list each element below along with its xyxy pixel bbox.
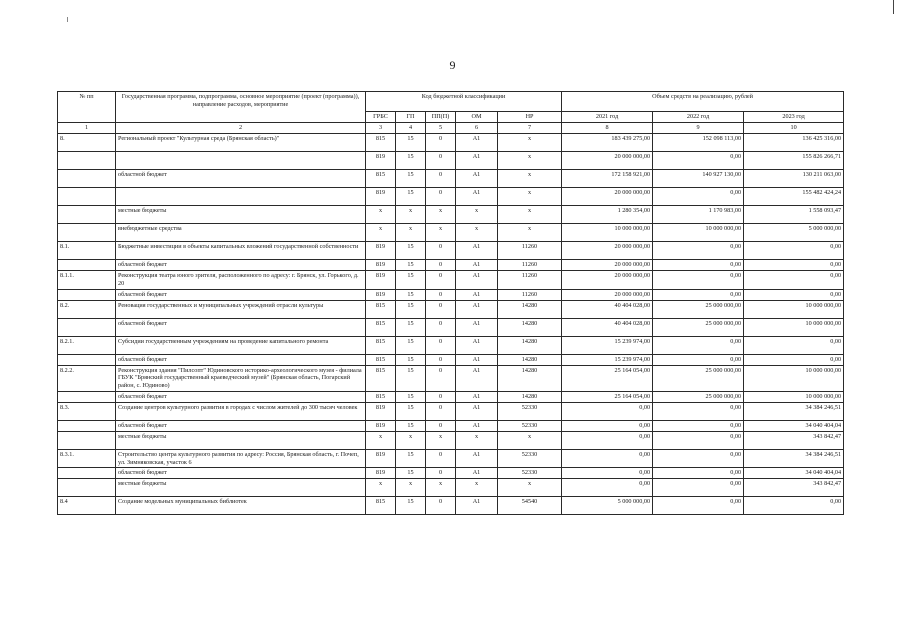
cell-gp: 15 — [396, 365, 426, 391]
row-num — [58, 318, 116, 336]
cell-om: A1 — [456, 188, 498, 206]
column-number: 1 — [58, 123, 116, 134]
cell-gp: 15 — [396, 271, 426, 290]
row-num: 8.2. — [58, 300, 116, 318]
cell-2023: 34 040 404,04 — [744, 468, 844, 479]
budget-table — [57, 91, 844, 515]
table-row — [58, 260, 844, 271]
cell-gp: 15 — [396, 318, 426, 336]
cell-grbs: 815 — [366, 318, 396, 336]
cell-nr: x — [498, 206, 562, 224]
cell-2021: 172 158 921,00 — [562, 170, 653, 188]
table-row — [58, 336, 844, 354]
cell-pp: 0 — [426, 497, 456, 515]
table-row — [58, 289, 844, 300]
cell-om: A1 — [456, 420, 498, 431]
cell-pp: 0 — [426, 242, 456, 260]
cell-2023: 130 211 063,00 — [744, 170, 844, 188]
cell-2021: 25 164 054,00 — [562, 391, 653, 402]
row-num: 8. — [58, 134, 116, 152]
cell-2023: 1 558 093,47 — [744, 206, 844, 224]
cell-nr: 14280 — [498, 300, 562, 318]
cell-grbs: 815 — [366, 300, 396, 318]
cell-grbs: 815 — [366, 336, 396, 354]
row-name: областной бюджет — [116, 260, 366, 271]
cell-2022: 0,00 — [653, 289, 744, 300]
cell-2022: 0,00 — [653, 420, 744, 431]
cell-gp: x — [396, 431, 426, 449]
cell-2022: 0,00 — [653, 242, 744, 260]
cell-2021: 10 000 000,00 — [562, 224, 653, 242]
row-name: областной бюджет — [116, 420, 366, 431]
cell-gp: 15 — [396, 497, 426, 515]
cell-grbs: 819 — [366, 402, 396, 420]
cell-2021: 0,00 — [562, 402, 653, 420]
cell-nr: x — [498, 152, 562, 170]
row-num — [58, 152, 116, 170]
cell-2023: 34 384 246,51 — [744, 449, 844, 468]
cell-nr: x — [498, 188, 562, 206]
table-row — [58, 497, 844, 515]
cell-2022: 25 000 000,00 — [653, 318, 744, 336]
cell-2021: 20 000 000,00 — [562, 289, 653, 300]
cell-pp: 0 — [426, 152, 456, 170]
cell-om: A1 — [456, 354, 498, 365]
cell-om: A1 — [456, 365, 498, 391]
table-row — [58, 152, 844, 170]
cell-2021: 20 000 000,00 — [562, 188, 653, 206]
cell-om: x — [456, 206, 498, 224]
row-name: областной бюджет — [116, 468, 366, 479]
cell-pp: 0 — [426, 170, 456, 188]
cell-pp: 0 — [426, 354, 456, 365]
column-number: 5 — [426, 123, 456, 134]
cell-grbs: 819 — [366, 468, 396, 479]
row-num — [58, 479, 116, 497]
table-row — [58, 479, 844, 497]
cell-2022: 0,00 — [653, 271, 744, 290]
cell-nr: 11260 — [498, 271, 562, 290]
row-num: 8.3.1. — [58, 449, 116, 468]
table-row — [58, 300, 844, 318]
cell-2023: 0,00 — [744, 242, 844, 260]
cell-grbs: 819 — [366, 420, 396, 431]
cell-2023: 0,00 — [744, 260, 844, 271]
cell-2023: 34 040 404,04 — [744, 420, 844, 431]
cell-grbs: x — [366, 206, 396, 224]
row-num: 8.4 — [58, 497, 116, 515]
row-num — [58, 188, 116, 206]
cell-om: A1 — [456, 289, 498, 300]
row-num — [58, 289, 116, 300]
cell-om: A1 — [456, 242, 498, 260]
row-name: Реновация государственных и муниципальных учреждений отрасли культуры — [116, 300, 366, 318]
cell-nr: 52330 — [498, 402, 562, 420]
cell-2022: 0,00 — [653, 152, 744, 170]
cell-2023: 155 482 424,24 — [744, 188, 844, 206]
cell-2022: 0,00 — [653, 431, 744, 449]
cell-om: A1 — [456, 300, 498, 318]
cell-2022: 0,00 — [653, 336, 744, 354]
page-number: 9 — [449, 58, 456, 72]
table-row — [58, 449, 844, 468]
cell-nr: 11260 — [498, 260, 562, 271]
cell-om: A1 — [456, 134, 498, 152]
cell-nr: x — [498, 479, 562, 497]
cell-gp: 15 — [396, 336, 426, 354]
cell-grbs: 815 — [366, 170, 396, 188]
cell-2023: 10 000 000,00 — [744, 300, 844, 318]
row-num — [58, 431, 116, 449]
column-number: 9 — [653, 123, 744, 134]
cell-2022: 0,00 — [653, 354, 744, 365]
row-num — [58, 260, 116, 271]
row-name: Реконструкция здания "Пилсопт" Юдиновского историко-археологического музея - филиала ГБУК "Брянский государственный краеведческий музей" (Брянская область, Погарский район, с. Юдиново) — [116, 365, 366, 391]
cell-2022: 152 098 113,00 — [653, 134, 744, 152]
cell-2023: 343 842,47 — [744, 479, 844, 497]
cell-pp: x — [426, 431, 456, 449]
cell-2023: 0,00 — [744, 354, 844, 365]
cell-grbs: 819 — [366, 449, 396, 468]
header-2022: 2022 год — [653, 112, 744, 123]
cell-pp: 0 — [426, 365, 456, 391]
cell-om: A1 — [456, 271, 498, 290]
cell-nr: 54540 — [498, 497, 562, 515]
cell-pp: 0 — [426, 449, 456, 468]
cell-om: A1 — [456, 318, 498, 336]
cell-2023: 10 000 000,00 — [744, 318, 844, 336]
cell-2022: 1 170 983,00 — [653, 206, 744, 224]
cell-om: x — [456, 479, 498, 497]
row-num — [58, 206, 116, 224]
cell-om: A1 — [456, 449, 498, 468]
cell-nr: 52330 — [498, 449, 562, 468]
header-num: № пп — [58, 92, 116, 123]
cell-grbs: x — [366, 431, 396, 449]
cell-2021: 5 000 000,00 — [562, 497, 653, 515]
cell-nr: 14280 — [498, 336, 562, 354]
cell-gp: 15 — [396, 188, 426, 206]
cell-2023: 0,00 — [744, 497, 844, 515]
table-row — [58, 134, 844, 152]
cell-gp: 15 — [396, 152, 426, 170]
cell-nr: 52330 — [498, 468, 562, 479]
row-num — [58, 170, 116, 188]
cell-nr: 11260 — [498, 242, 562, 260]
cell-nr: x — [498, 134, 562, 152]
cell-pp: 0 — [426, 391, 456, 402]
row-num — [58, 354, 116, 365]
cell-2023: 5 000 000,00 — [744, 224, 844, 242]
cell-gp: x — [396, 224, 426, 242]
cell-om: A1 — [456, 152, 498, 170]
cell-2021: 15 239 974,00 — [562, 336, 653, 354]
cell-om: x — [456, 224, 498, 242]
cell-2022: 0,00 — [653, 479, 744, 497]
cell-2023: 10 000 000,00 — [744, 365, 844, 391]
cell-nr: 14280 — [498, 354, 562, 365]
cell-pp: x — [426, 479, 456, 497]
table-row — [58, 271, 844, 290]
header-name: Государственная программа, подпрограмма, основное мероприятие (проект (программа)), направление расходов, мероприятие — [116, 92, 366, 123]
column-number-row — [58, 123, 844, 134]
header-2023: 2023 год — [744, 112, 844, 123]
cell-pp: 0 — [426, 300, 456, 318]
cell-grbs: 819 — [366, 260, 396, 271]
cell-nr: x — [498, 170, 562, 188]
cell-nr: 52330 — [498, 420, 562, 431]
table-row — [58, 354, 844, 365]
cell-om: A1 — [456, 336, 498, 354]
table-row — [58, 318, 844, 336]
table-row — [58, 365, 844, 391]
cell-nr: x — [498, 224, 562, 242]
column-number: 7 — [498, 123, 562, 134]
header-codes-group: Код бюджетной классификации — [366, 92, 562, 112]
cell-grbs: 819 — [366, 271, 396, 290]
column-number: 8 — [562, 123, 653, 134]
cell-2021: 20 000 000,00 — [562, 242, 653, 260]
table-row — [58, 402, 844, 420]
cell-2022: 0,00 — [653, 449, 744, 468]
row-num: 8.3. — [58, 402, 116, 420]
cell-pp: x — [426, 206, 456, 224]
row-num: 8.2.1. — [58, 336, 116, 354]
cell-grbs: 815 — [366, 365, 396, 391]
row-name: Бюджетные инвестиции в объекты капитальных вложений государственной собственности — [116, 242, 366, 260]
cell-2023: 0,00 — [744, 271, 844, 290]
cell-grbs: x — [366, 224, 396, 242]
cell-2021: 20 000 000,00 — [562, 152, 653, 170]
cell-gp: 15 — [396, 289, 426, 300]
row-name: областной бюджет — [116, 391, 366, 402]
row-num: 8.1.1. — [58, 271, 116, 290]
cell-nr: 14280 — [498, 391, 562, 402]
cell-om: A1 — [456, 402, 498, 420]
header-nr: НР — [498, 112, 562, 123]
row-name: областной бюджет — [116, 318, 366, 336]
table-row — [58, 420, 844, 431]
cell-2021: 20 000 000,00 — [562, 260, 653, 271]
row-name: областной бюджет — [116, 354, 366, 365]
cell-2021: 183 439 275,00 — [562, 134, 653, 152]
row-name — [116, 152, 366, 170]
table-row — [58, 391, 844, 402]
row-num: 8.1. — [58, 242, 116, 260]
row-name: внебюджетные средства — [116, 224, 366, 242]
cell-2021: 40 404 028,00 — [562, 318, 653, 336]
cell-gp: 15 — [396, 468, 426, 479]
cell-pp: 0 — [426, 336, 456, 354]
cell-grbs: 815 — [366, 354, 396, 365]
cell-2021: 40 404 028,00 — [562, 300, 653, 318]
row-num — [58, 224, 116, 242]
cell-2023: 155 826 266,71 — [744, 152, 844, 170]
header-2021: 2021 год — [562, 112, 653, 123]
cell-pp: 0 — [426, 260, 456, 271]
header-pp: ПП(П) — [426, 112, 456, 123]
scan-corner-mark — [67, 17, 68, 22]
cell-gp: x — [396, 206, 426, 224]
cell-grbs: 819 — [366, 242, 396, 260]
table-row — [58, 206, 844, 224]
table-row — [58, 188, 844, 206]
row-name: Строительство центра культурного развития по адресу: Россия, Брянская область, г. Почеп, ул. Зимняковская, участок 6 — [116, 449, 366, 468]
row-name: областной бюджет — [116, 289, 366, 300]
cell-nr: 11260 — [498, 289, 562, 300]
cell-gp: 15 — [396, 449, 426, 468]
cell-gp: x — [396, 479, 426, 497]
cell-pp: 0 — [426, 420, 456, 431]
cell-2022: 25 000 000,00 — [653, 300, 744, 318]
cell-2021: 25 164 054,00 — [562, 365, 653, 391]
cell-2021: 0,00 — [562, 468, 653, 479]
cell-grbs: x — [366, 479, 396, 497]
cell-2023: 136 425 316,00 — [744, 134, 844, 152]
cell-nr: 14280 — [498, 318, 562, 336]
cell-2022: 0,00 — [653, 260, 744, 271]
cell-nr: 14280 — [498, 365, 562, 391]
cell-om: A1 — [456, 497, 498, 515]
cell-2023: 0,00 — [744, 336, 844, 354]
header-om: ОМ — [456, 112, 498, 123]
column-number: 3 — [366, 123, 396, 134]
table-row — [58, 431, 844, 449]
column-number: 6 — [456, 123, 498, 134]
cell-gp: 15 — [396, 300, 426, 318]
cell-2022: 25 000 000,00 — [653, 391, 744, 402]
cell-grbs: 815 — [366, 391, 396, 402]
cell-2021: 0,00 — [562, 479, 653, 497]
cell-pp: x — [426, 224, 456, 242]
table-row — [58, 170, 844, 188]
row-num — [58, 468, 116, 479]
scan-edge-mark — [893, 0, 894, 14]
table-row — [58, 224, 844, 242]
cell-grbs: 819 — [366, 152, 396, 170]
cell-om: x — [456, 431, 498, 449]
header-volume-group: Объем средств на реализацию, рублей — [562, 92, 844, 112]
cell-om: A1 — [456, 170, 498, 188]
cell-gp: 15 — [396, 391, 426, 402]
cell-2021: 0,00 — [562, 431, 653, 449]
cell-2023: 343 842,47 — [744, 431, 844, 449]
cell-2021: 15 239 974,00 — [562, 354, 653, 365]
row-num: 8.2.2. — [58, 365, 116, 391]
cell-2023: 10 000 000,00 — [744, 391, 844, 402]
row-name — [116, 188, 366, 206]
cell-2022: 140 927 130,00 — [653, 170, 744, 188]
cell-2023: 0,00 — [744, 289, 844, 300]
row-name: Создание модельных муниципальных библиотек — [116, 497, 366, 515]
cell-gp: 15 — [396, 420, 426, 431]
column-number: 2 — [116, 123, 366, 134]
row-name: Создание центров культурного развития в городах с числом жителей до 300 тысяч человек — [116, 402, 366, 420]
cell-2022: 10 000 000,00 — [653, 224, 744, 242]
cell-pp: 0 — [426, 318, 456, 336]
table-row — [58, 242, 844, 260]
cell-gp: 15 — [396, 134, 426, 152]
cell-2022: 0,00 — [653, 497, 744, 515]
cell-om: A1 — [456, 468, 498, 479]
row-name: местные бюджеты — [116, 479, 366, 497]
cell-2023: 34 384 246,51 — [744, 402, 844, 420]
cell-grbs: 815 — [366, 134, 396, 152]
row-name: Реконструкция театра юного зрителя, расположенного по адресу: г. Брянск, ул. Горького, д. 20 — [116, 271, 366, 290]
cell-grbs: 819 — [366, 289, 396, 300]
cell-nr: x — [498, 431, 562, 449]
cell-om: A1 — [456, 391, 498, 402]
cell-gp: 15 — [396, 170, 426, 188]
cell-grbs: 819 — [366, 188, 396, 206]
header-gp: ГП — [396, 112, 426, 123]
row-num — [58, 391, 116, 402]
cell-pp: 0 — [426, 271, 456, 290]
cell-2022: 0,00 — [653, 402, 744, 420]
cell-2022: 25 000 000,00 — [653, 365, 744, 391]
header-grbs: ГРБС — [366, 112, 396, 123]
cell-pp: 0 — [426, 289, 456, 300]
row-name: местные бюджеты — [116, 431, 366, 449]
column-number: 4 — [396, 123, 426, 134]
cell-pp: 0 — [426, 402, 456, 420]
cell-2022: 0,00 — [653, 188, 744, 206]
column-number: 10 — [744, 123, 844, 134]
cell-om: A1 — [456, 260, 498, 271]
row-name: Региональный проект "Культурная среда (Брянская область)" — [116, 134, 366, 152]
cell-gp: 15 — [396, 242, 426, 260]
cell-2022: 0,00 — [653, 468, 744, 479]
cell-2021: 0,00 — [562, 420, 653, 431]
cell-grbs: 815 — [366, 497, 396, 515]
cell-pp: 0 — [426, 468, 456, 479]
table-header-row — [58, 92, 844, 112]
cell-gp: 15 — [396, 354, 426, 365]
row-name: Субсидии государственным учреждениям на проведение капитального ремонта — [116, 336, 366, 354]
table-row — [58, 468, 844, 479]
cell-2021: 1 280 354,00 — [562, 206, 653, 224]
cell-gp: 15 — [396, 260, 426, 271]
cell-gp: 15 — [396, 402, 426, 420]
cell-pp: 0 — [426, 134, 456, 152]
cell-2021: 20 000 000,00 — [562, 271, 653, 290]
row-name: областной бюджет — [116, 170, 366, 188]
table-body — [58, 134, 844, 515]
row-num — [58, 420, 116, 431]
row-name: местные бюджеты — [116, 206, 366, 224]
cell-pp: 0 — [426, 188, 456, 206]
cell-2021: 0,00 — [562, 449, 653, 468]
